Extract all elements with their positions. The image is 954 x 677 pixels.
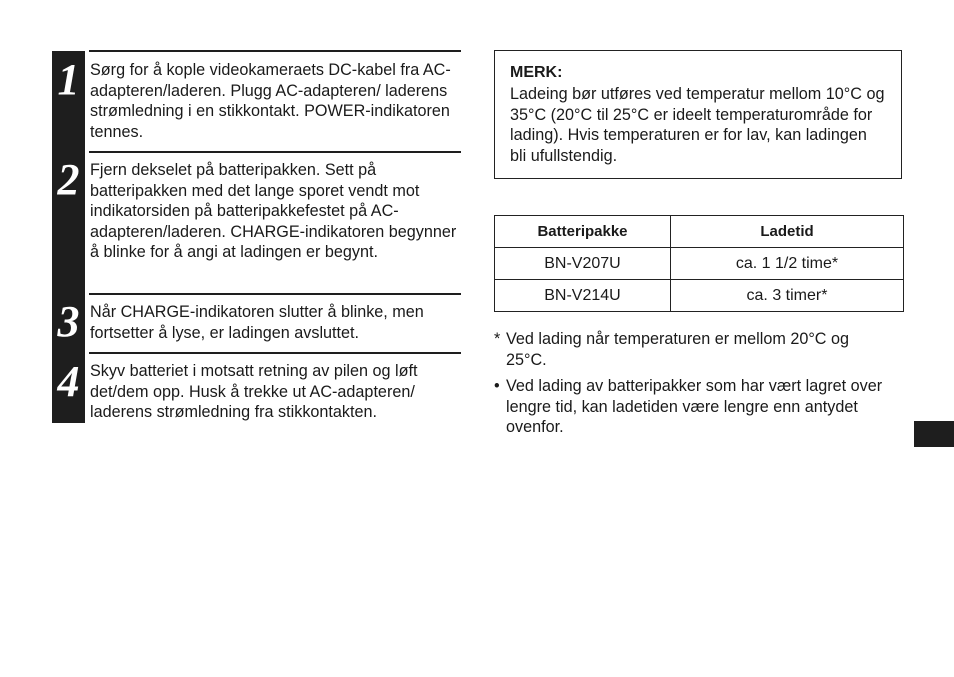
- step-divider: [89, 293, 461, 295]
- step-3-text: Når CHARGE-indikatoren slutter å blinke, men fortsetter å lyse, er ladingen avsluttet.: [90, 303, 424, 342]
- table-header-row: [495, 216, 904, 248]
- charging-time-table: [494, 215, 904, 312]
- table-row: [495, 248, 904, 280]
- table-header-charge-time: Ladetid: [671, 216, 904, 248]
- section-tab-marker: [914, 421, 954, 447]
- step-divider: [89, 151, 461, 153]
- step-divider: [89, 50, 461, 52]
- step-2-text: Fjern dekselet på batteripakken. Sett på batteripakken med det lange sporet vendt mot indikatorsiden på batteripakkefestet på AC-adapteren/laderen. CHARGE-indikatoren begynner å blinke for å angi at ladingen er begynt.: [90, 161, 457, 261]
- step-number-1: 1: [57, 55, 80, 104]
- note-text: Ladeing bør utføres ved temperatur mellom 10°C og 35°C (20°C til 25°C er ideelt temperaturområde for lading). Hvis temperaturen er for lav, kan ladingen bli ufullstendig.: [510, 85, 885, 165]
- table-cell-charge-time: ca. 1 1/2 time*: [671, 248, 904, 280]
- step-number-3: 3: [57, 297, 80, 346]
- table-cell-battery: BN-V214U: [495, 280, 671, 312]
- footnote-temperature: [494, 329, 894, 370]
- step-1-text: Sørg for å kople videokameraets DC-kabel fra AC-adapteren/laderen. Plugg AC-adapteren/ laderens strømledning i en stikkontakt. POWER-indikatoren tennes.: [90, 61, 451, 141]
- step-number-4: 4: [57, 357, 80, 406]
- footnote-text: Ved lading når temperaturen er mellom 20°C og 25°C.: [506, 330, 850, 369]
- footnote-text: Ved lading av batteripakker som har vært lagret over lengre tid, kan ladetiden være lengre enn antydet ovenfor.: [506, 377, 883, 436]
- note-box: [494, 50, 902, 179]
- footnote-asterisk: *: [494, 330, 501, 348]
- step-divider: [89, 352, 461, 354]
- table-cell-battery: BN-V207U: [495, 248, 671, 280]
- step-4-text: Skyv batteriet i motsatt retning av pilen og løft det/dem opp. Husk å trekke ut AC-adapteren/ laderens strømledning fra stikkontakten.: [90, 362, 418, 421]
- table-cell-charge-time: ca. 3 timer*: [671, 280, 904, 312]
- bullet-icon: •: [494, 377, 500, 395]
- footnote-storage: [494, 376, 894, 438]
- table-row: [495, 280, 904, 312]
- table-header-battery: Batteripakke: [495, 216, 671, 248]
- note-title: MERK:: [510, 64, 563, 81]
- step-number-2: 2: [57, 155, 80, 204]
